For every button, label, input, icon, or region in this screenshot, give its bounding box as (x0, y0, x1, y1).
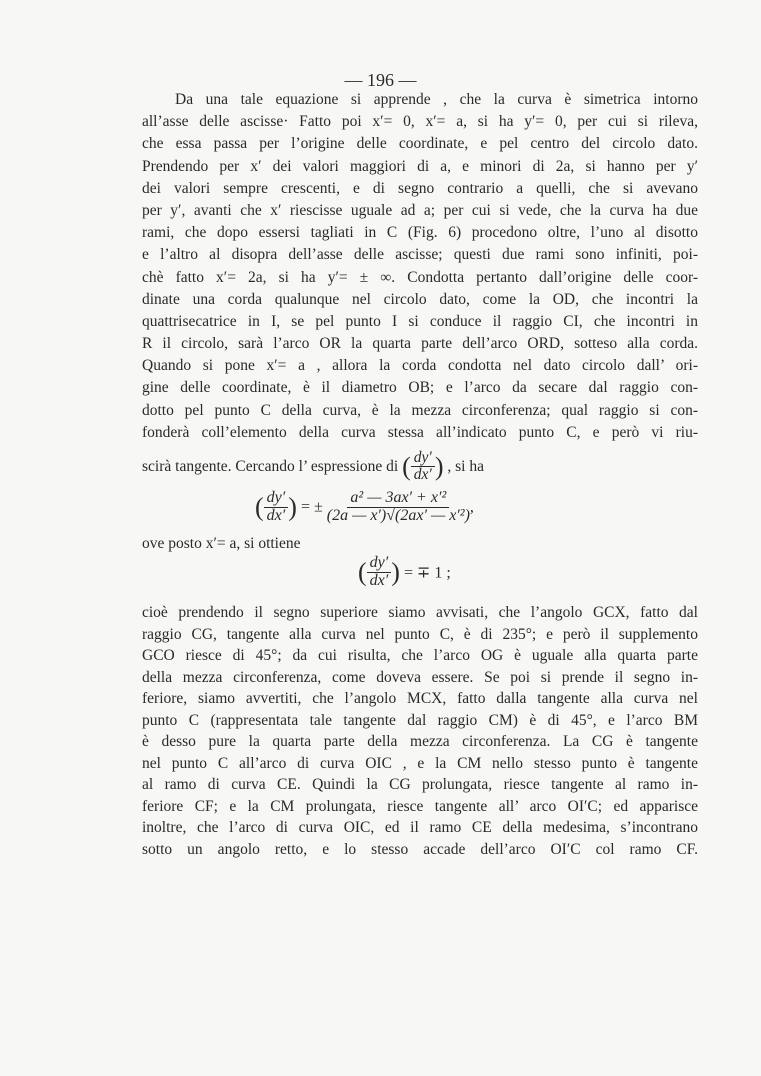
page-number: — 196 — (344, 70, 417, 90)
text-line: punto C (rappresentata tale tangente dal raggio CM) è di 45°, e l’arco BM (142, 711, 698, 729)
text-line: Quando si pone x′= a , allora la corda condotta nel dato circolo dall’ ori- (142, 357, 698, 375)
text-line: che essa passa per l’origine delle coordinate, e pel centro del circolo dato. (142, 135, 698, 153)
text-line: GCO riesce di 45°; da cui risulta, che l’arco OG è uguale alla quarta parte (142, 647, 698, 664)
text-line: rami, che dopo essersi tagliati in C (Fig. 6) procedono oltre, l’uno al disotto (142, 224, 698, 242)
equation-1-sign: = ± (300, 498, 323, 516)
text-line: cioè prendendo il segno superiore siamo avvisati, che l’angolo GCX, fatto dal (142, 604, 698, 621)
text-line: per y′, avanti che x′ riescisse uguale ad a; per cui si vede, che la curva ha due (142, 201, 698, 219)
line-ove-posto: ove posto x′= a, si ottiene (142, 535, 301, 552)
equation-1: ( $\frac{dy'}{dx'}$ ) = ± $\frac{\text{a² — 3ax′ + x′²}}{\text{(2a — x′)√(2ax′ — x′²)}}$ , (255, 489, 474, 524)
tangent-line-tail: , si ha (447, 457, 484, 475)
text-line: della mezza circonferenza, come doveva essere. Se poi si prende il segno in- (142, 668, 698, 686)
text-line: Da una tale equazione si apprende , che la curva è simetrica intorno (175, 91, 698, 108)
paragraph-1 (142, 89, 698, 444)
text-line: feriore CF; e la CM prolungata, riesce tangente all’ arco OI′C; ed apparisce (142, 797, 698, 815)
tangent-line: scirà tangente. Cercando l’ espressione di ( $\frac{dy'}{dx'}$ ) , si ha (142, 449, 484, 484)
text-line: dei valori sempre crescenti, e di segno contrario a quelli, che si avevano (142, 179, 698, 197)
equation-2-rhs: = ∓ 1 ; (403, 564, 451, 582)
text-line: al ramo di curva CE. Quindi la CG prolungata, riesce tangente al ramo in- (142, 776, 698, 793)
equation-1-fraction: $\frac{\text{a² — 3ax′ + x′²}}{\text{(2a — x′)√(2ax′ — x′²)}}$ (326, 489, 470, 524)
text-line: fonderà coll’elemento della curva stessa all’indicato punto C, e però vi riu- (142, 423, 698, 441)
text-line: all’asse delle ascisse· Fatto poi x′= 0, x′= a, si ha y′= 0, per cui si rileva, (142, 113, 698, 131)
text-line: raggio CG, tangente alla curva nel punto C, è di 235°; e però il supplemento (142, 625, 698, 643)
text-line: feriore, siamo avvertiti, che l’angolo MCX, fatto dalla tangente alla curva nel (142, 690, 698, 707)
text-line: quattrisecatrice in I, se pel punto I si conduce il raggio CI, che incontri in (142, 312, 698, 330)
equation-2: ( $\frac{dy'}{dx'}$ ) = ∓ 1 ; (358, 554, 451, 589)
text-line: è desso pure la quarta parte della mezza circonferenza. La CG è tangente (142, 733, 698, 750)
derivative-fraction: $\frac{dy'}{dx'}$ (411, 450, 435, 484)
text-line: gine delle coordinate, è il diametro OB; e l’arco da secare dal raggio con- (142, 379, 698, 397)
tangent-line-text: scirà tangente. Cercando l’ espressione di (142, 457, 399, 475)
text-line: dotto pel punto C della curva, è la mezza circonferenza; qual raggio si con- (142, 401, 698, 419)
text-line: e l’altro al disopra dell’asse delle ascisse; questi due rami sono infiniti, poi- (142, 246, 698, 264)
text-line: sotto un angolo retto, e lo stesso accade dell’arco OI′C col ramo CF. (142, 840, 698, 858)
text-line: dinate una corda qualunque nel circolo dato, come la OD, che incontri la (142, 290, 698, 308)
text-line: Prendendo per x′ dei valori maggiori di a, e minori di 2a, si hanno per y′ (142, 157, 698, 175)
text-line: R il circolo, sarà l’arco OR la quarta parte dell’arco ORD, sotteso alla corda. (142, 335, 698, 353)
paragraph-2 (142, 602, 698, 860)
text-line: chè fatto x′= 2a, si ha y′= ± ∞. Condotta pertanto dall’origine delle coor- (142, 268, 698, 286)
text-line: nel punto C all’arco di curva OIC , e la CM nello stesso punto è tangente (142, 754, 698, 772)
text-line: inoltre, che l’arco di curva OIC, ed il ramo CE della medesima, s’incontrano (142, 819, 698, 836)
